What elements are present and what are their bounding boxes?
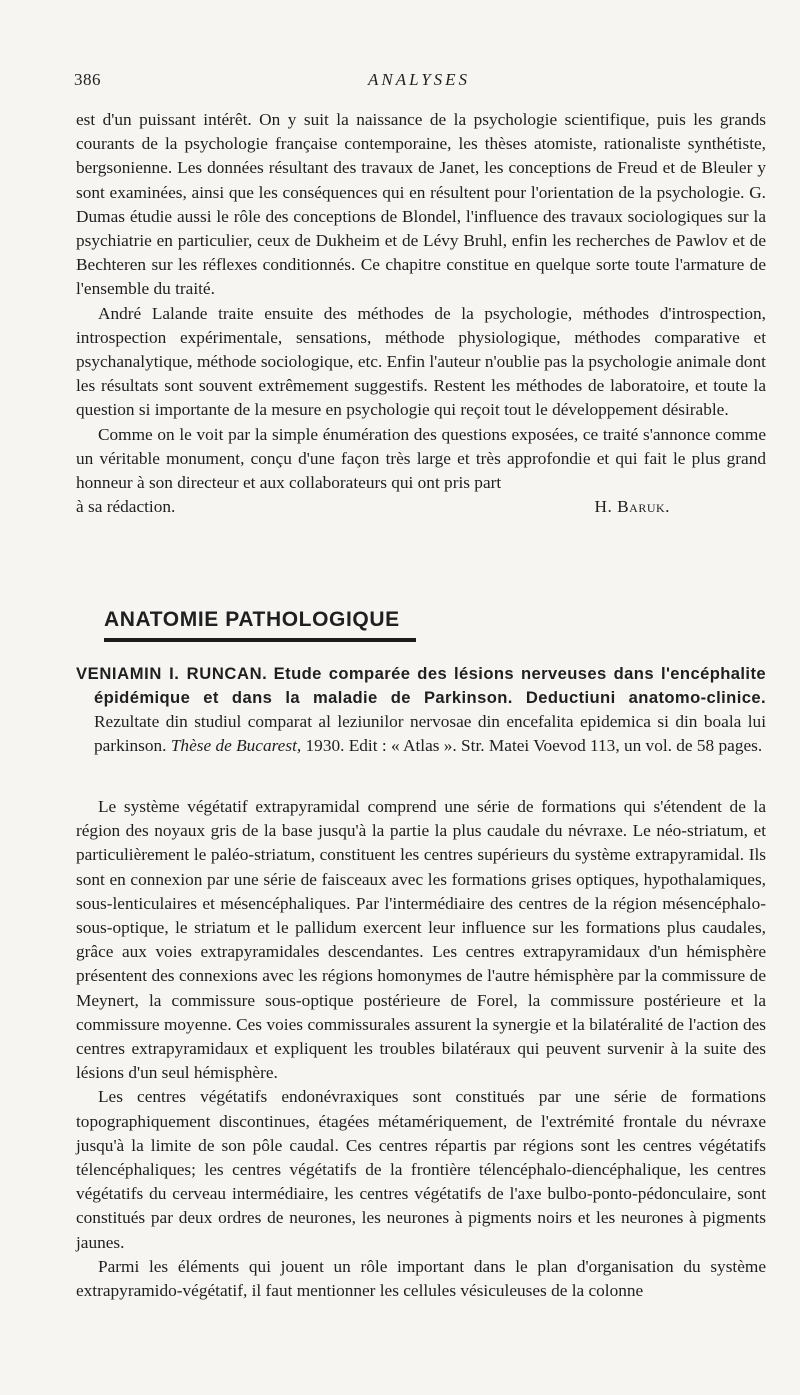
closing-text: à sa rédaction. <box>76 497 176 517</box>
entry-author: VENIAMIN I. RUNCAN. <box>76 664 268 683</box>
paragraph: Comme on le voit par la simple énumération des questions exposées, ce traité s'annonce comme un véritable monument, conçu d'une façon très large et très approfondie et qui fait le plus grand honneur à son directeur et aux collaborateurs qui ont pris part <box>76 424 766 493</box>
paragraph: Parmi les éléments qui jouent un rôle important dans le plan d'organisation du système extrapyramido-végétatif, il faut mentionner les cellules vésiculeuses de la colonne <box>76 1256 766 1301</box>
entry-publication: 1930. Edit : « Atlas ». Str. Matei Voevod 113, un vol. de 58 pages. <box>305 736 763 755</box>
review-body <box>76 795 766 1303</box>
page-header <box>74 70 764 96</box>
review-continuation <box>76 108 766 519</box>
reviewer-signature: H. Baruk. <box>594 497 670 517</box>
entry-subtitle: Rezultate din studiul comparat al leziunilor nervosae din encefalita epidemica si din boala lui parkinson. <box>94 712 766 755</box>
bibliographic-entry <box>76 662 766 758</box>
closing-line <box>76 495 766 519</box>
paragraph: Le système végétatif extrapyramidal comprend une série de formations qui s'étendent de la région des noyaux gris de la base jusqu'à la partie la plus caudale du névraxe. Le néo-striatum, et particulièrement le paléo-striatum, constituent les centres supérieurs du système extrapyramidal. Ils sont en connexion par une série de faisceaux avec les formations grises optiques, hypothalamiques, sous-lenticulaires et mésencéphaliques. Par l'intermédiaire des centres de la région mésencéphalo-sous-optique, le striatum et le pallidum exercent leur influence sur les formations plus caudales, grâce aux voies extrapyramidales descendantes. Les centres extrapyramidaux d'un hémisphère présentent des connexions avec les régions homonymes de l'autre hémisphère par la commissure de Meynert, la commissure sous-optique postérieure de Forel, la commissure postérieure et la commissure moyenne. Ces voies commissurales assurent la synergie et la bilatéralité de l'action des centres extrapyramidaux et expliquent les troubles bilatéraux qui peuvent survenir à la suite des lésions d'un seul hémisphère. <box>76 797 766 1083</box>
running-head: ANALYSES <box>367 70 471 89</box>
section-heading: ANATOMIE PATHOLOGIQUE <box>104 608 416 642</box>
paragraph: André Lalande traite ensuite des méthodes de la psychologie, méthodes d'introspection, introspection expérimentale, sensations, méthode physiologique, méthodes comparative et psychanalytique, méthode sociologique, etc. Enfin l'auteur n'oublie pas la psychologie animale dont les résultats sont souvent extrêmement suggestifs. Restent les méthodes de laboratoire, et toute la question si importante de la mesure en psychologie qui reçoit tout le développement désirable. <box>76 303 766 420</box>
page-number: 386 <box>74 70 101 89</box>
paragraph: est d'un puissant intérêt. On y suit la naissance de la psychologie scientifique, puis les grands courants de la psychologie française contemporaine, les thèses atomiste, rationaliste synthétiste, bergsonienne. Les données résultant des travaux de Janet, les conceptions de Freud et de Bleuler y sont examinées, ainsi que les conséquences qui en résultent pour l'orientation de la psychologie. G. Dumas étudie aussi le rôle des conceptions de Blondel, l'influence des travaux sociologiques sur la psychiatrie en particulier, ceux de Dukheim et de Lévy Bruhl, enfin les recherches de Pawlov et de Bechteren sur les réflexes conditionnés. Ce chapitre constitue en quelque sorte toute l'armature de l'ensemble du traité. <box>76 110 766 299</box>
entry-title: Etude comparée des lésions nerveuses dans l'encéphalite épidémique et dans la maladie de Parkinson. Deductiuni anatomo-clinice. <box>94 664 766 707</box>
paragraph: Les centres végétatifs endonévraxiques sont constitués par une série de formations topographiquement discontinues, étagées métamériquement, de l'extrémité frontale du névraxe jusqu'à la limite de son pôle caudal. Ces centres répartis par régions sont les centres végétatifs télencéphaliques; les centres végétatifs de la frontière télencéphalo-diencéphalique, les centres végétatifs du cerveau intermédiaire, les centres végétatifs de l'axe bulbo-ponto-pédonculaire, sont constitués par deux ordres de neurones, les neurones à pigments noirs et les neurones à pigments jaunes. <box>76 1087 766 1252</box>
entry-thesis: Thèse de Bucarest, <box>170 736 302 755</box>
